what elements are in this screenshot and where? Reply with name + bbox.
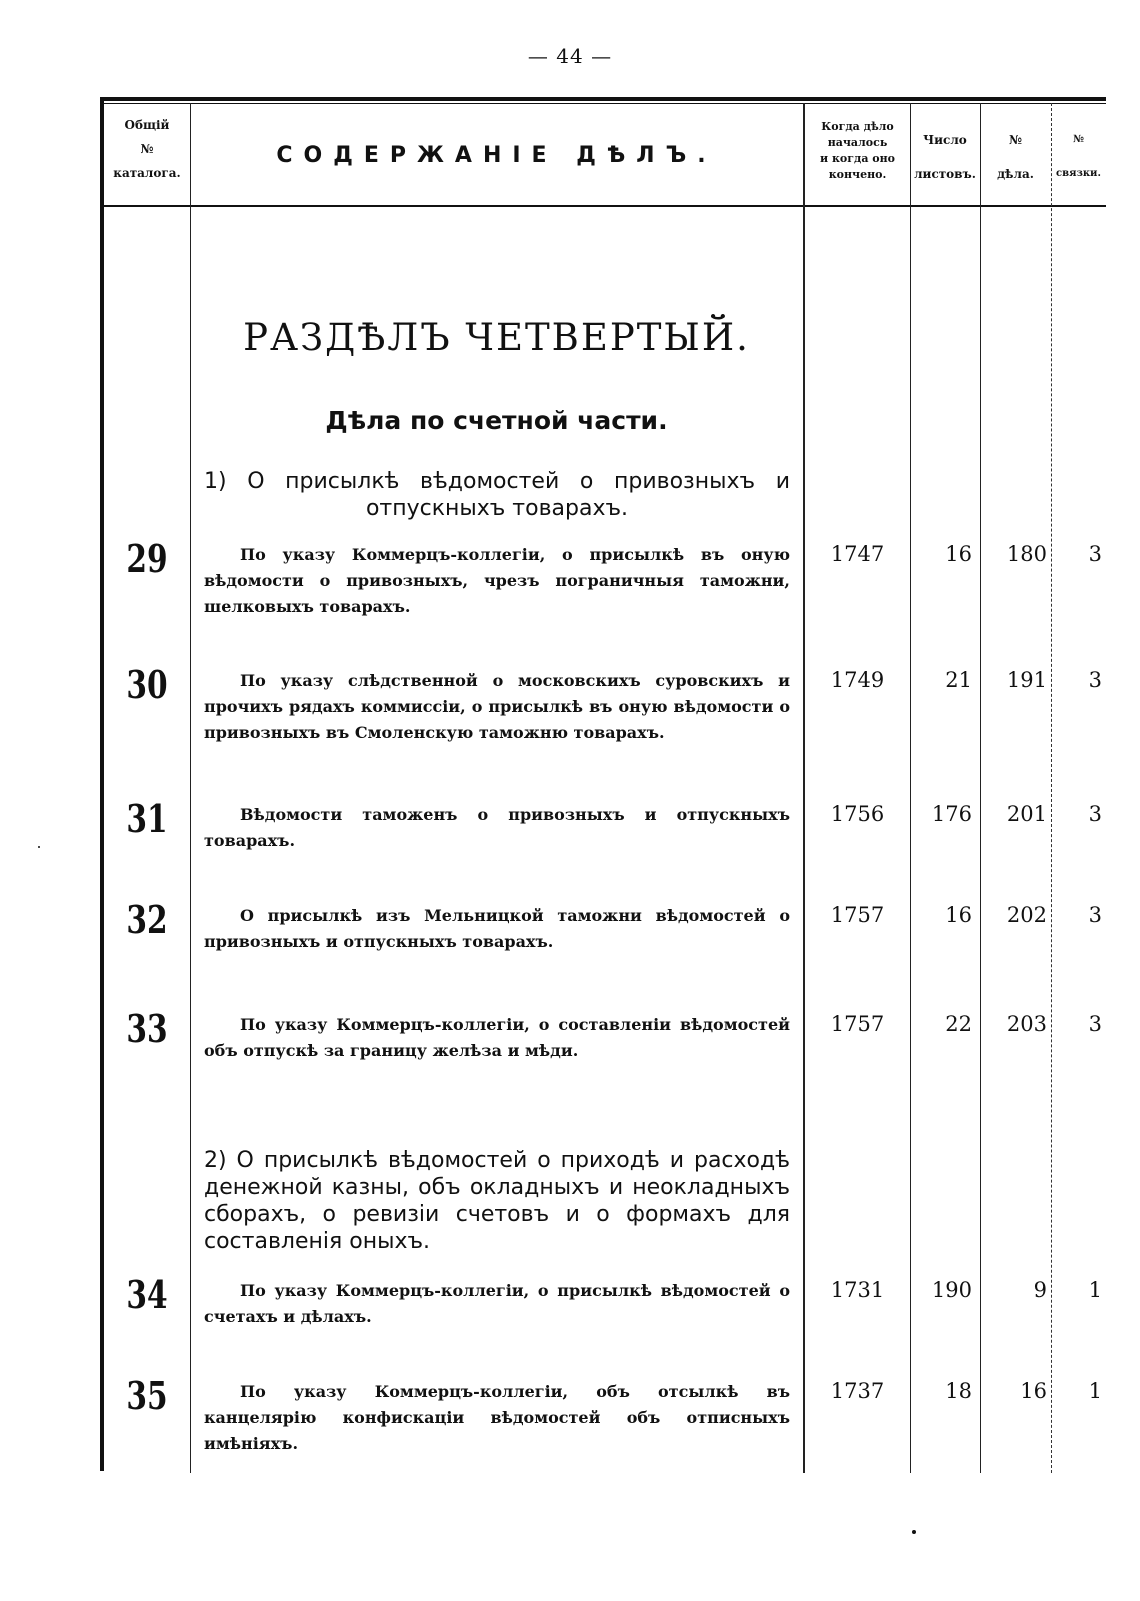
- catalog-number: 31: [126, 796, 168, 841]
- case-description: По указу Коммерцъ-коллегіи, о присылкѣ вѣдомостей о счетахъ и дѣлахъ.: [204, 1281, 790, 1326]
- case-year: 1757: [830, 903, 885, 927]
- header-case: [980, 123, 1051, 191]
- bundle-number: 3: [1088, 802, 1102, 826]
- case-year: 1757: [830, 1012, 885, 1036]
- header-sheets-line: листовъ.: [914, 167, 976, 181]
- header-case-line: дѣла.: [997, 167, 1034, 181]
- case-number: 16: [1020, 1379, 1047, 1403]
- sheet-count: 21: [945, 668, 972, 692]
- case-number: 191: [1006, 668, 1047, 692]
- header-catalog-line: каталога.: [113, 166, 181, 180]
- case-number: 201: [1006, 802, 1047, 826]
- catalog-number: 34: [126, 1272, 168, 1317]
- table-top-rule-thin: [100, 103, 1106, 104]
- header-case-line: №: [1008, 133, 1023, 147]
- catalog-number: 30: [126, 662, 168, 707]
- header-dates-line: и когда оно: [819, 152, 896, 165]
- header-bundle-line: связки.: [1056, 168, 1101, 179]
- bundle-number: 3: [1088, 903, 1102, 927]
- sheet-count: 22: [945, 1012, 972, 1036]
- sheet-count: 16: [945, 903, 972, 927]
- case-description: О присылкѣ изъ Мельницкой таможни вѣдомостей о привозныхъ и отпускныхъ товарахъ.: [204, 906, 790, 951]
- case-year: 1737: [830, 1379, 885, 1403]
- bundle-number: 1: [1088, 1379, 1102, 1403]
- section-title: РАЗДѢЛЪ ЧЕТВЕРТЫЙ.: [243, 316, 750, 359]
- case-number: 180: [1006, 542, 1047, 566]
- bundle-number: 3: [1088, 542, 1102, 566]
- column-divider-sheets: [980, 103, 981, 1473]
- case-year: 1731: [830, 1278, 885, 1302]
- case-number: 202: [1006, 903, 1047, 927]
- bundle-number: 3: [1088, 1012, 1102, 1036]
- column-divider-dates: [910, 103, 911, 1473]
- header-dates-line: началось: [827, 136, 888, 149]
- catalog-number: 32: [126, 897, 168, 942]
- header-bundle: [1051, 123, 1106, 191]
- case-description: По указу слѣдственной о московскихъ суровскихъ и прочихъ рядахъ коммиссіи, о присылкѣ въ оную вѣдомости о привозныхъ въ Смоленскую таможню товарахъ.: [204, 671, 790, 742]
- header-sheets: [910, 123, 980, 191]
- section-subtitle: Дѣла по счетной части.: [325, 406, 668, 435]
- group-heading: 2) О присылкѣ вѣдомостей о приходѣ и расходѣ денежной казны, объ окладныхъ и неокладныхъ сборахъ, о ревизіи счетовъ и о формахъ для составленія оныхъ.: [204, 1148, 790, 1254]
- case-description: Вѣдомости таможенъ о привозныхъ и отпускныхъ товарахъ.: [204, 805, 790, 850]
- header-catalog-line: Общій: [124, 118, 170, 132]
- case-number: 203: [1006, 1012, 1047, 1036]
- group-heading: 1) О присылкѣ вѣдомостей о привозныхъ и отпускныхъ товарахъ.: [204, 469, 790, 521]
- case-year: 1747: [830, 542, 885, 566]
- catalog-number: 35: [126, 1373, 168, 1418]
- catalog-number: 33: [126, 1006, 168, 1051]
- table-left-rule: [100, 97, 104, 1471]
- sheet-count: 176: [931, 802, 972, 826]
- case-number: 9: [1033, 1278, 1047, 1302]
- header-bundle-line: №: [1073, 134, 1084, 145]
- header-content: СОДЕРЖАНІЕ ДѢЛЪ.: [276, 143, 717, 168]
- catalog-number: 29: [126, 536, 168, 581]
- print-speck: [38, 846, 40, 848]
- table-top-rule: [100, 97, 1106, 101]
- case-description: По указу Коммерцъ-коллегіи, объ отсылкѣ въ канцелярію конфискаціи вѣдомостей объ отписныхъ имѣніяхъ.: [204, 1382, 790, 1453]
- header-sheets-line: Число: [923, 133, 967, 147]
- header-catalog: [104, 113, 190, 185]
- header-dates-line: кончено.: [828, 168, 887, 181]
- table-header-rule: [100, 205, 1106, 207]
- column-divider-case: [1051, 103, 1052, 1473]
- header-dates-line: Когда дѣло: [821, 120, 894, 133]
- sheet-count: 190: [931, 1278, 972, 1302]
- header-catalog-line: №: [140, 142, 154, 156]
- print-speck: [912, 1530, 916, 1534]
- case-year: 1756: [830, 802, 885, 826]
- case-description: По указу Коммерцъ-коллегіи, о присылкѣ въ оную вѣдомости о привозныхъ, чрезъ пограничныя таможни, шелковыхъ товарахъ.: [204, 545, 790, 616]
- column-divider-content: [803, 103, 805, 1473]
- bundle-number: 1: [1088, 1278, 1102, 1302]
- header-dates: [805, 119, 910, 183]
- bundle-number: 3: [1088, 668, 1102, 692]
- case-year: 1749: [830, 668, 885, 692]
- column-divider-catalog: [190, 103, 191, 1473]
- sheet-count: 16: [945, 542, 972, 566]
- sheet-count: 18: [945, 1379, 972, 1403]
- page-number: — 44 —: [527, 44, 613, 68]
- case-description: По указу Коммерцъ-коллегіи, о составленіи вѣдомостей объ отпускѣ за границу желѣза и мѣди.: [204, 1015, 790, 1060]
